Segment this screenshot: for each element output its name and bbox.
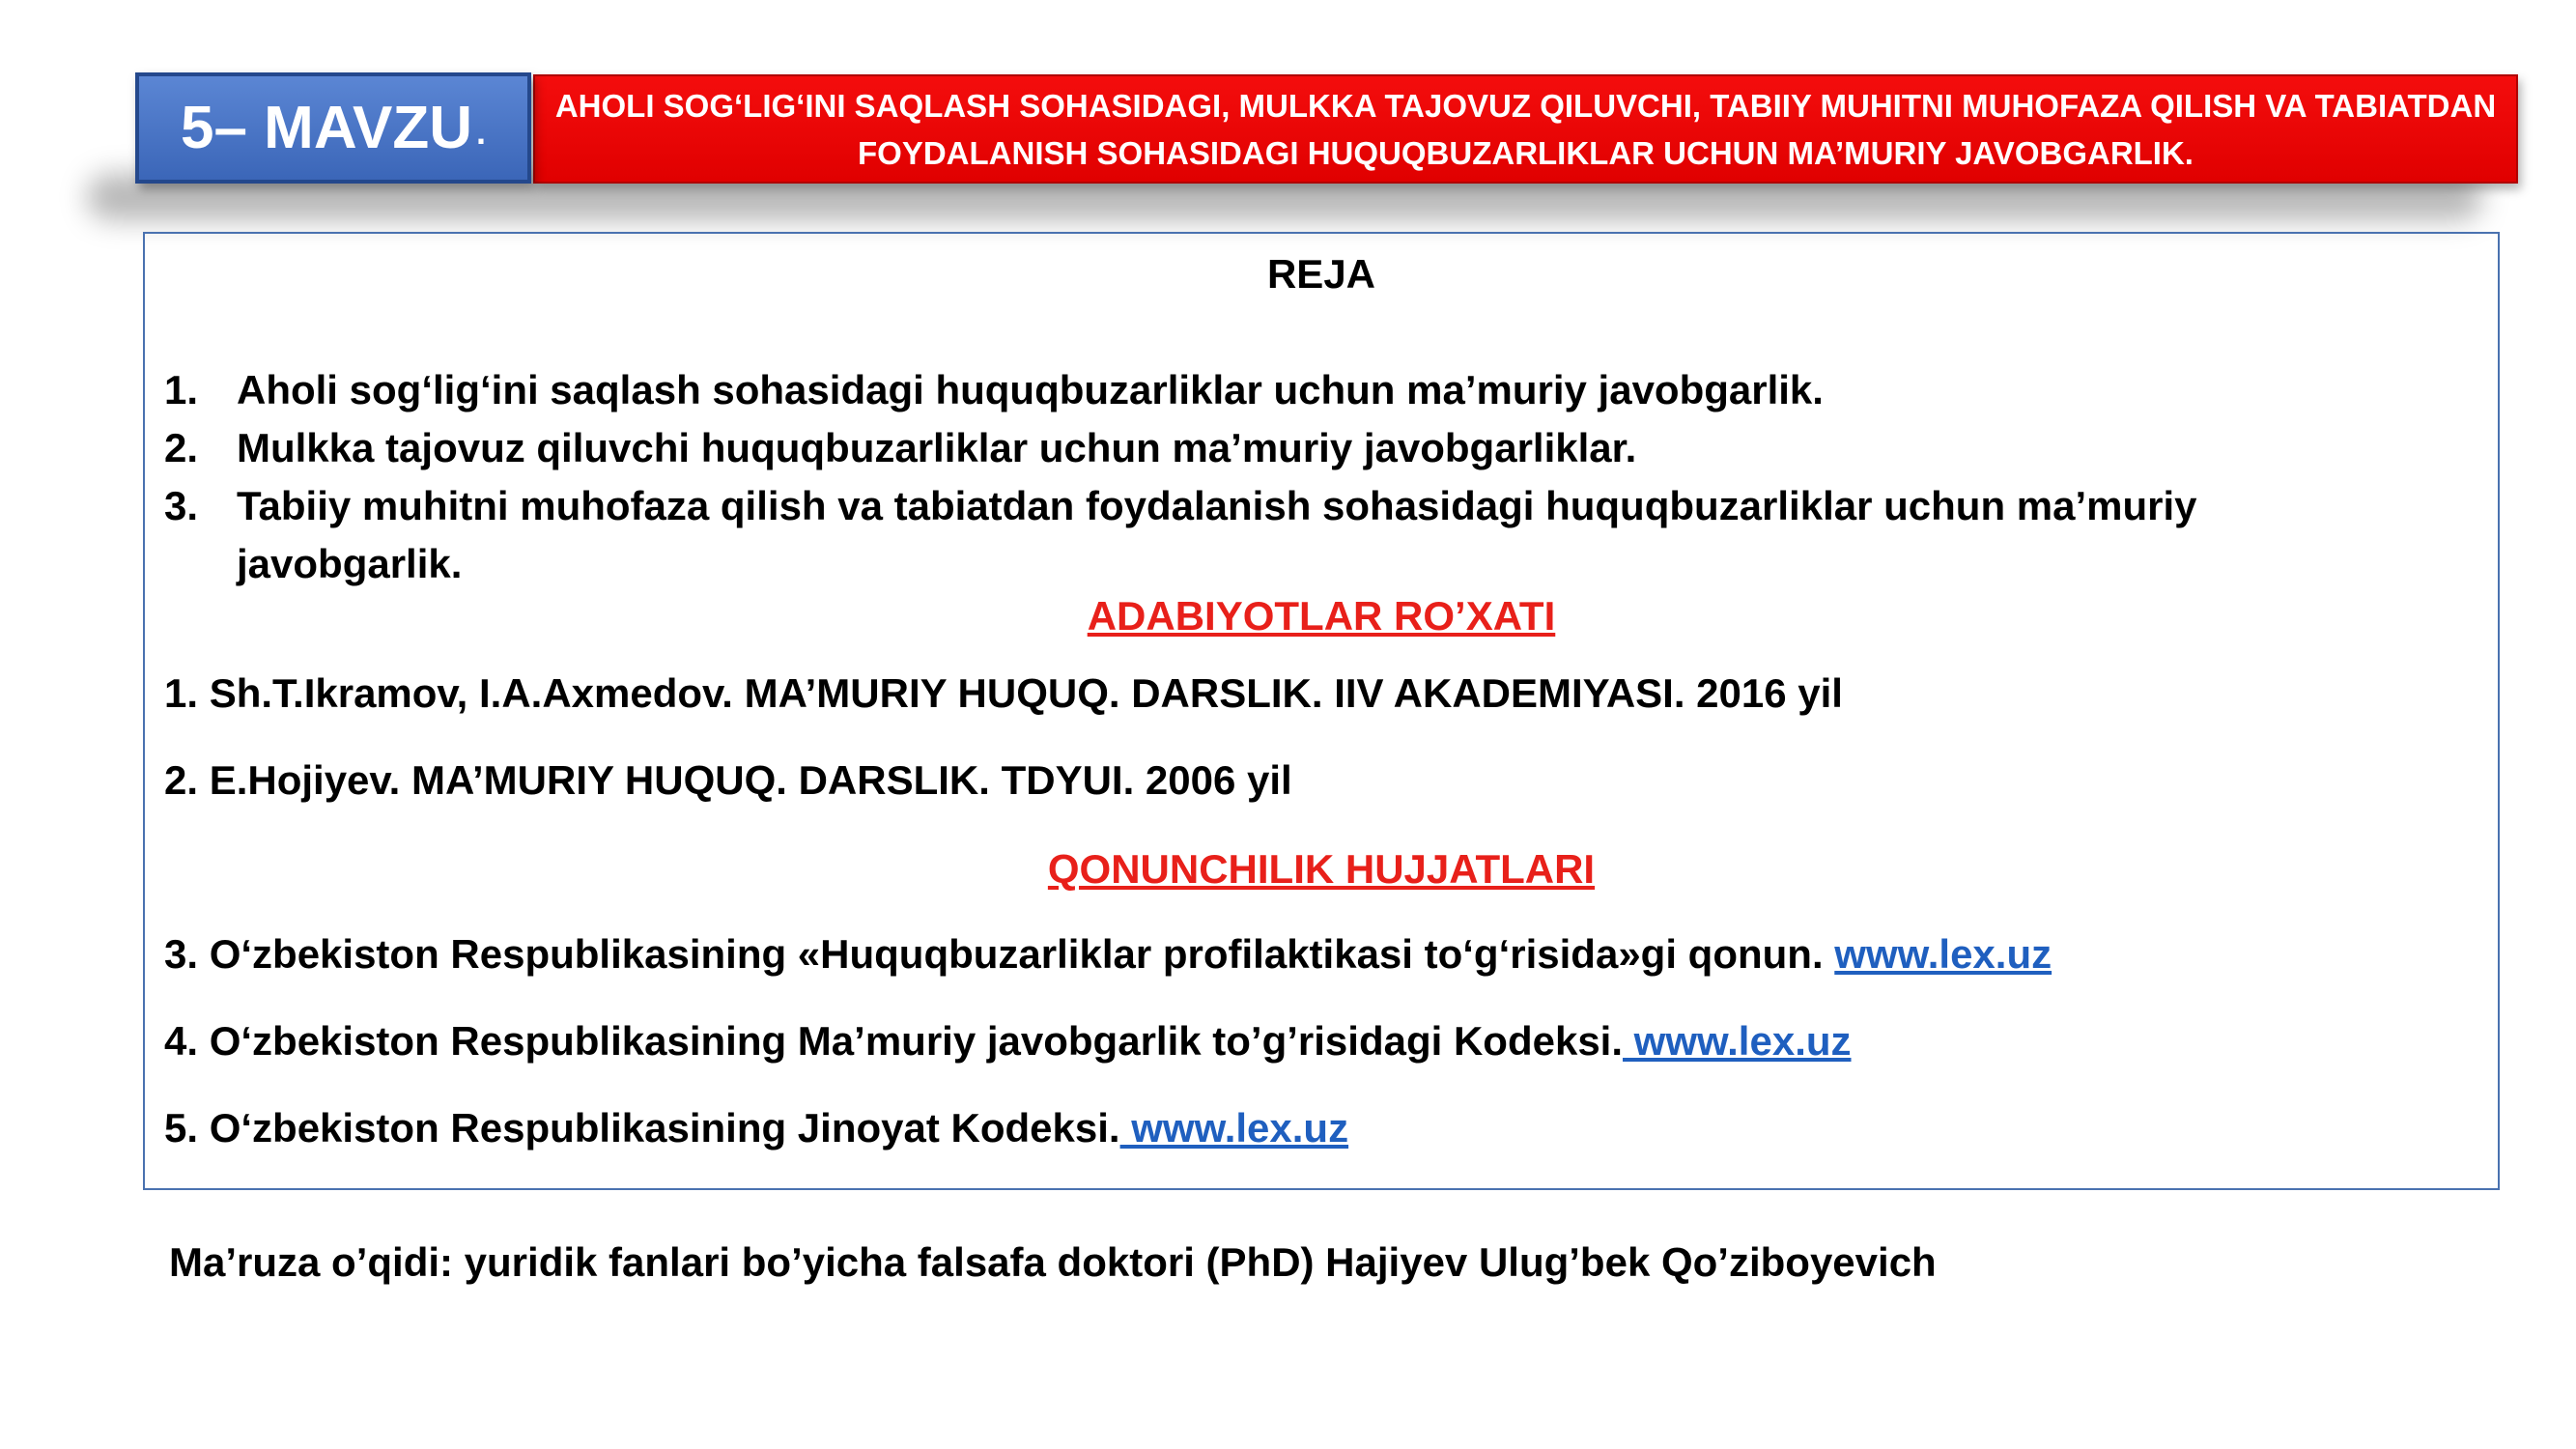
- legislation-item: [164, 931, 2052, 978]
- literature-heading: ADABIYOTLAR RO’XATI: [1087, 593, 1556, 639]
- lex-uz-link[interactable]: www.lex.uz: [1834, 931, 2052, 977]
- plan-item: [164, 419, 2463, 477]
- content-box: [143, 232, 2500, 1190]
- plan-item-number: 2.: [164, 425, 199, 470]
- literature-item: 2. E.Hojiyev. MA’MURIY HUQUQ. DARSLIK. TDYUI. 2006 yil: [164, 757, 1292, 803]
- topic-badge: [135, 72, 531, 184]
- plan-item-number: 3.: [164, 483, 199, 528]
- legislation-item-text: 5. O‘zbekiston Respublikasining Jinoyat Kodeksi.: [164, 1105, 1120, 1151]
- plan-heading: REJA: [1266, 251, 1376, 297]
- plan-item: [164, 361, 2463, 419]
- plan-item: [164, 477, 2463, 593]
- lex-uz-link[interactable]: www.lex.uz: [1623, 1018, 1852, 1064]
- lecturer-credit: Ma’ruza o’qidi: yuridik fanlari bo’yicha falsafa doktori (PhD) Hajiyev Ulug’bek Qo’ziboyevich: [169, 1239, 1937, 1285]
- legislation-heading: QONUNCHILIK HUJJATLARI: [1047, 846, 1596, 892]
- legislation-item-text: 4. O‘zbekiston Respublikasining Ma’muriy javobgarlik to’g’risidagi Kodeksi.: [164, 1018, 1624, 1064]
- plan-item-number: 1.: [164, 367, 199, 412]
- literature-item: 1. Sh.T.Ikramov, I.A.Axmedov. MA’MURIY HUQUQ. DARSLIK. IIV AKADEMIYASI. 2016 yil: [164, 670, 1843, 716]
- plan-item-text: Aholi sog‘lig‘ini saqlash sohasidagi huquqbuzarliklar uchun ma’muriy javobgarlik.: [237, 367, 1824, 412]
- legislation-item: [164, 1018, 1852, 1065]
- legislation-item-text: 3. O‘zbekiston Respublikasining «Huquqbuzarliklar profilaktikasi to‘g‘risida»gi qonun.: [164, 931, 1835, 977]
- plan-list: [164, 361, 2463, 593]
- plan-item-text: Tabiiy muhitni muhofaza qilish va tabiatdan foydalanish sohasidagi huquqbuzarliklar uchun ma’muriy javobgarlik.: [237, 483, 2197, 586]
- legislation-item: [164, 1105, 1348, 1151]
- topic-number: 5– MAVZU: [180, 95, 472, 161]
- topic-title: AHOLI SOG‘LIG‘INI SAQLASH SOHASIDAGI, MULKKA TAJOVUZ QILUVCHI, TABIIY MUHITNI MUHOFAZA QILISH VA TABIATDAN FOYDALANISH SOHASIDAGI HUQUQBUZARLIKLAR UCHUN MA’MURIY JAVOBGARLIK.: [554, 87, 2497, 171]
- plan-item-text: Mulkka tajovuz qiluvchi huquqbuzarliklar uchun ma’muriy javobgarliklar.: [237, 425, 1637, 470]
- lex-uz-link[interactable]: www.lex.uz: [1119, 1105, 1349, 1151]
- topic-title-banner: [533, 74, 2518, 184]
- topic-dot: .: [476, 112, 487, 152]
